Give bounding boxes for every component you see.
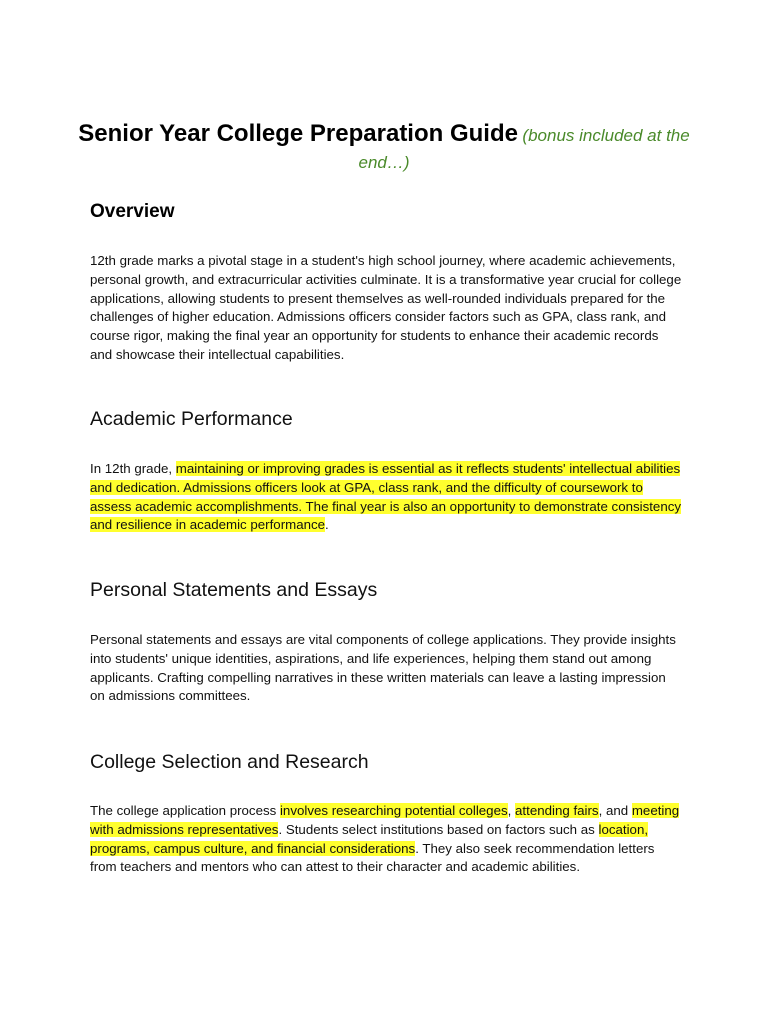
- personal-section: [90, 577, 682, 603]
- overview-section: [90, 199, 682, 225]
- college-section: [90, 749, 682, 775]
- college-separator-1: ,: [507, 803, 516, 818]
- college-body: [90, 802, 682, 877]
- academic-body: [90, 460, 682, 535]
- academic-heading: Academic Performance: [90, 408, 293, 430]
- academic-section: [90, 406, 682, 432]
- personal-heading: Personal Statements and Essays: [90, 579, 378, 601]
- college-highlight-factors: location, programs, campus culture, and financial considerations: [90, 821, 649, 856]
- college-text-start: The college application process: [90, 803, 280, 818]
- college-highlight-representatives: meeting with admissions representatives: [90, 803, 680, 837]
- personal-body: [90, 631, 682, 706]
- title-bonus-note: (bonus included at the end…): [358, 126, 690, 172]
- personal-paragraph: Personal statements and essays are vital components of college applications. They provide insights into students' unique identities, aspirations, and life experiences, helping them stand out among applicants. Crafting compelling narratives in these written materials can leave a lasting impression on admissions committees.: [90, 632, 676, 704]
- college-heading: College Selection and Research: [90, 751, 369, 773]
- document-title: Senior Year College Preparation Guide: [78, 120, 518, 147]
- college-separator-2: , and: [598, 803, 632, 818]
- college-highlight-fairs: attending fairs: [515, 803, 599, 818]
- college-paragraph: [90, 802, 682, 877]
- academic-paragraph: [90, 460, 682, 535]
- college-text-end: . They also seek recommendation letters from teachers and mentors who can attest to their character and academic abilities.: [90, 840, 655, 875]
- college-text-mid: . Students select institutions based on factors such as: [278, 821, 599, 837]
- overview-body: [90, 252, 682, 365]
- overview-heading: Overview: [90, 201, 175, 222]
- academic-text-start: In 12th grade,: [90, 461, 176, 476]
- college-highlight-research: involves researching potential colleges: [279, 803, 508, 818]
- document-title-block: [60, 118, 708, 176]
- academic-highlight: maintaining or improving grades is essential as it reflects students' intellectual abilities and dedication. Admissions officers look at GPA, class rank, and the difficulty of coursework to assess academic accomplishments. The final year is also an opportunity to demonstrate consistency and resilience in academic performance: [90, 461, 682, 533]
- overview-paragraph: 12th grade marks a pivotal stage in a student's high school journey, where academic achievements, personal growth, and extracurricular activities culminate. It is a transformative year crucial for college applications, allowing students to present themselves as well-rounded individuals prepared for the challenges of higher education. Admissions officers consider factors such as GPA, class rank, and course rigor, making the final year an opportunity for students to enhance their academic records and showcase their intellectual capabilities.: [90, 253, 682, 362]
- academic-text-end: .: [325, 517, 329, 533]
